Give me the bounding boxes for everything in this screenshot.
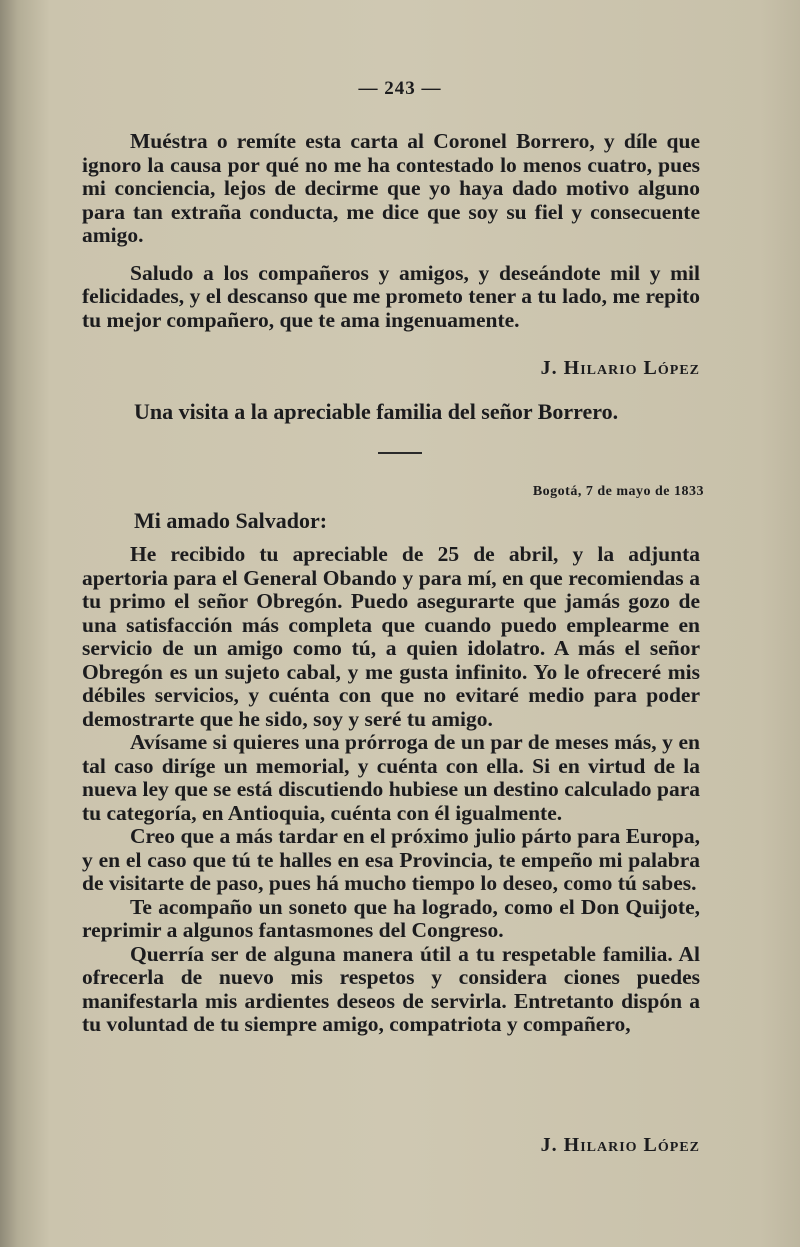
page-number: — 243 — — [358, 78, 442, 99]
signature-name: Hilario López — [563, 1134, 700, 1156]
letter1-paragraph: Saludo a los compañeros y amigos, y deseándote mil y mil felicidades, y el descanso que me prometo tener a tu lado, me repito tu mejor compañero, que te ama ingenuamente. — [82, 260, 700, 332]
letter2-salutation: Mi amado Salvador: — [134, 508, 328, 533]
letter1-signature — [541, 357, 700, 380]
signature-name: Hilario López — [563, 357, 700, 379]
visit-line: Una visita a la apreciable familia del señor Borrero. — [134, 399, 619, 424]
signature-initial: J. — [540, 1134, 558, 1156]
letter2-signature — [541, 1134, 700, 1157]
letter1-paragraph: Muéstra o remíte esta carta al Coronel Borrero, y díle que ignoro la causa por qué no me ha contestado lo menos cuatro, pues mi conciencia, lejos de decirme que yo haya dado motivo alguno para tan extraña conducta, me dice que soy su fiel y consecuente amigo. — [82, 129, 700, 247]
letter2-body — [82, 543, 700, 1037]
letter2-paragraph: Querría ser de alguna manera útil a tu respetable familia. Al ofrecerla de nuevo mis respetos y considera ciones puedes manifestarla mis ardientes deseos de servirla. Entretanto dispón a tu voluntad de tu siempre amigo, compatriota y compañero, — [82, 941, 700, 1036]
letter2-paragraph: He recibido tu apreciable de 25 de abril, y la adjunta apertoria para el General Obando y para mí, en que recomiendas a tu primo el señor Obregón. Puedo asegurarte que jamás gozo de una satisfacción más completa que cuando puedo emplearme en servicio de un amigo como tú, a quien idolatro. A más el señor Obregón es un sujeto cabal, y me gusta infinito. Yo le ofreceré mis débiles servicios, y cuénta con que no evitaré medio para poder demostrarte que he sido, soy y seré tu amigo. — [82, 542, 700, 731]
section-divider — [378, 452, 422, 454]
letter2-paragraph: Creo que a más tardar en el próximo julio párto para Europa, y en el caso que tú te halles en esa Provincia, te empeño mi palabra de visitarte de paso, pues há mucho tiempo lo deseo, como tú sabes. — [82, 824, 700, 895]
signature-initial: J. — [540, 357, 558, 379]
letter2-paragraph: Avísame si quieres una prórroga de un par de meses más, y en tal caso diríge un memorial, y cuénta con ella. Si en virtud de la nueva ley que se está discutiendo hubiese un destino calculado para tu categoría, en Antioquia, cuénta con él igualmente. — [82, 730, 700, 825]
letter2-paragraph: Te acompaño un soneto que ha logrado, como el Don Quijote, reprimir a algunos fantasmones del Congreso. — [82, 894, 700, 942]
letter2-date: Bogotá, 7 de mayo de 1833 — [532, 484, 704, 499]
letter1-body — [82, 130, 700, 332]
